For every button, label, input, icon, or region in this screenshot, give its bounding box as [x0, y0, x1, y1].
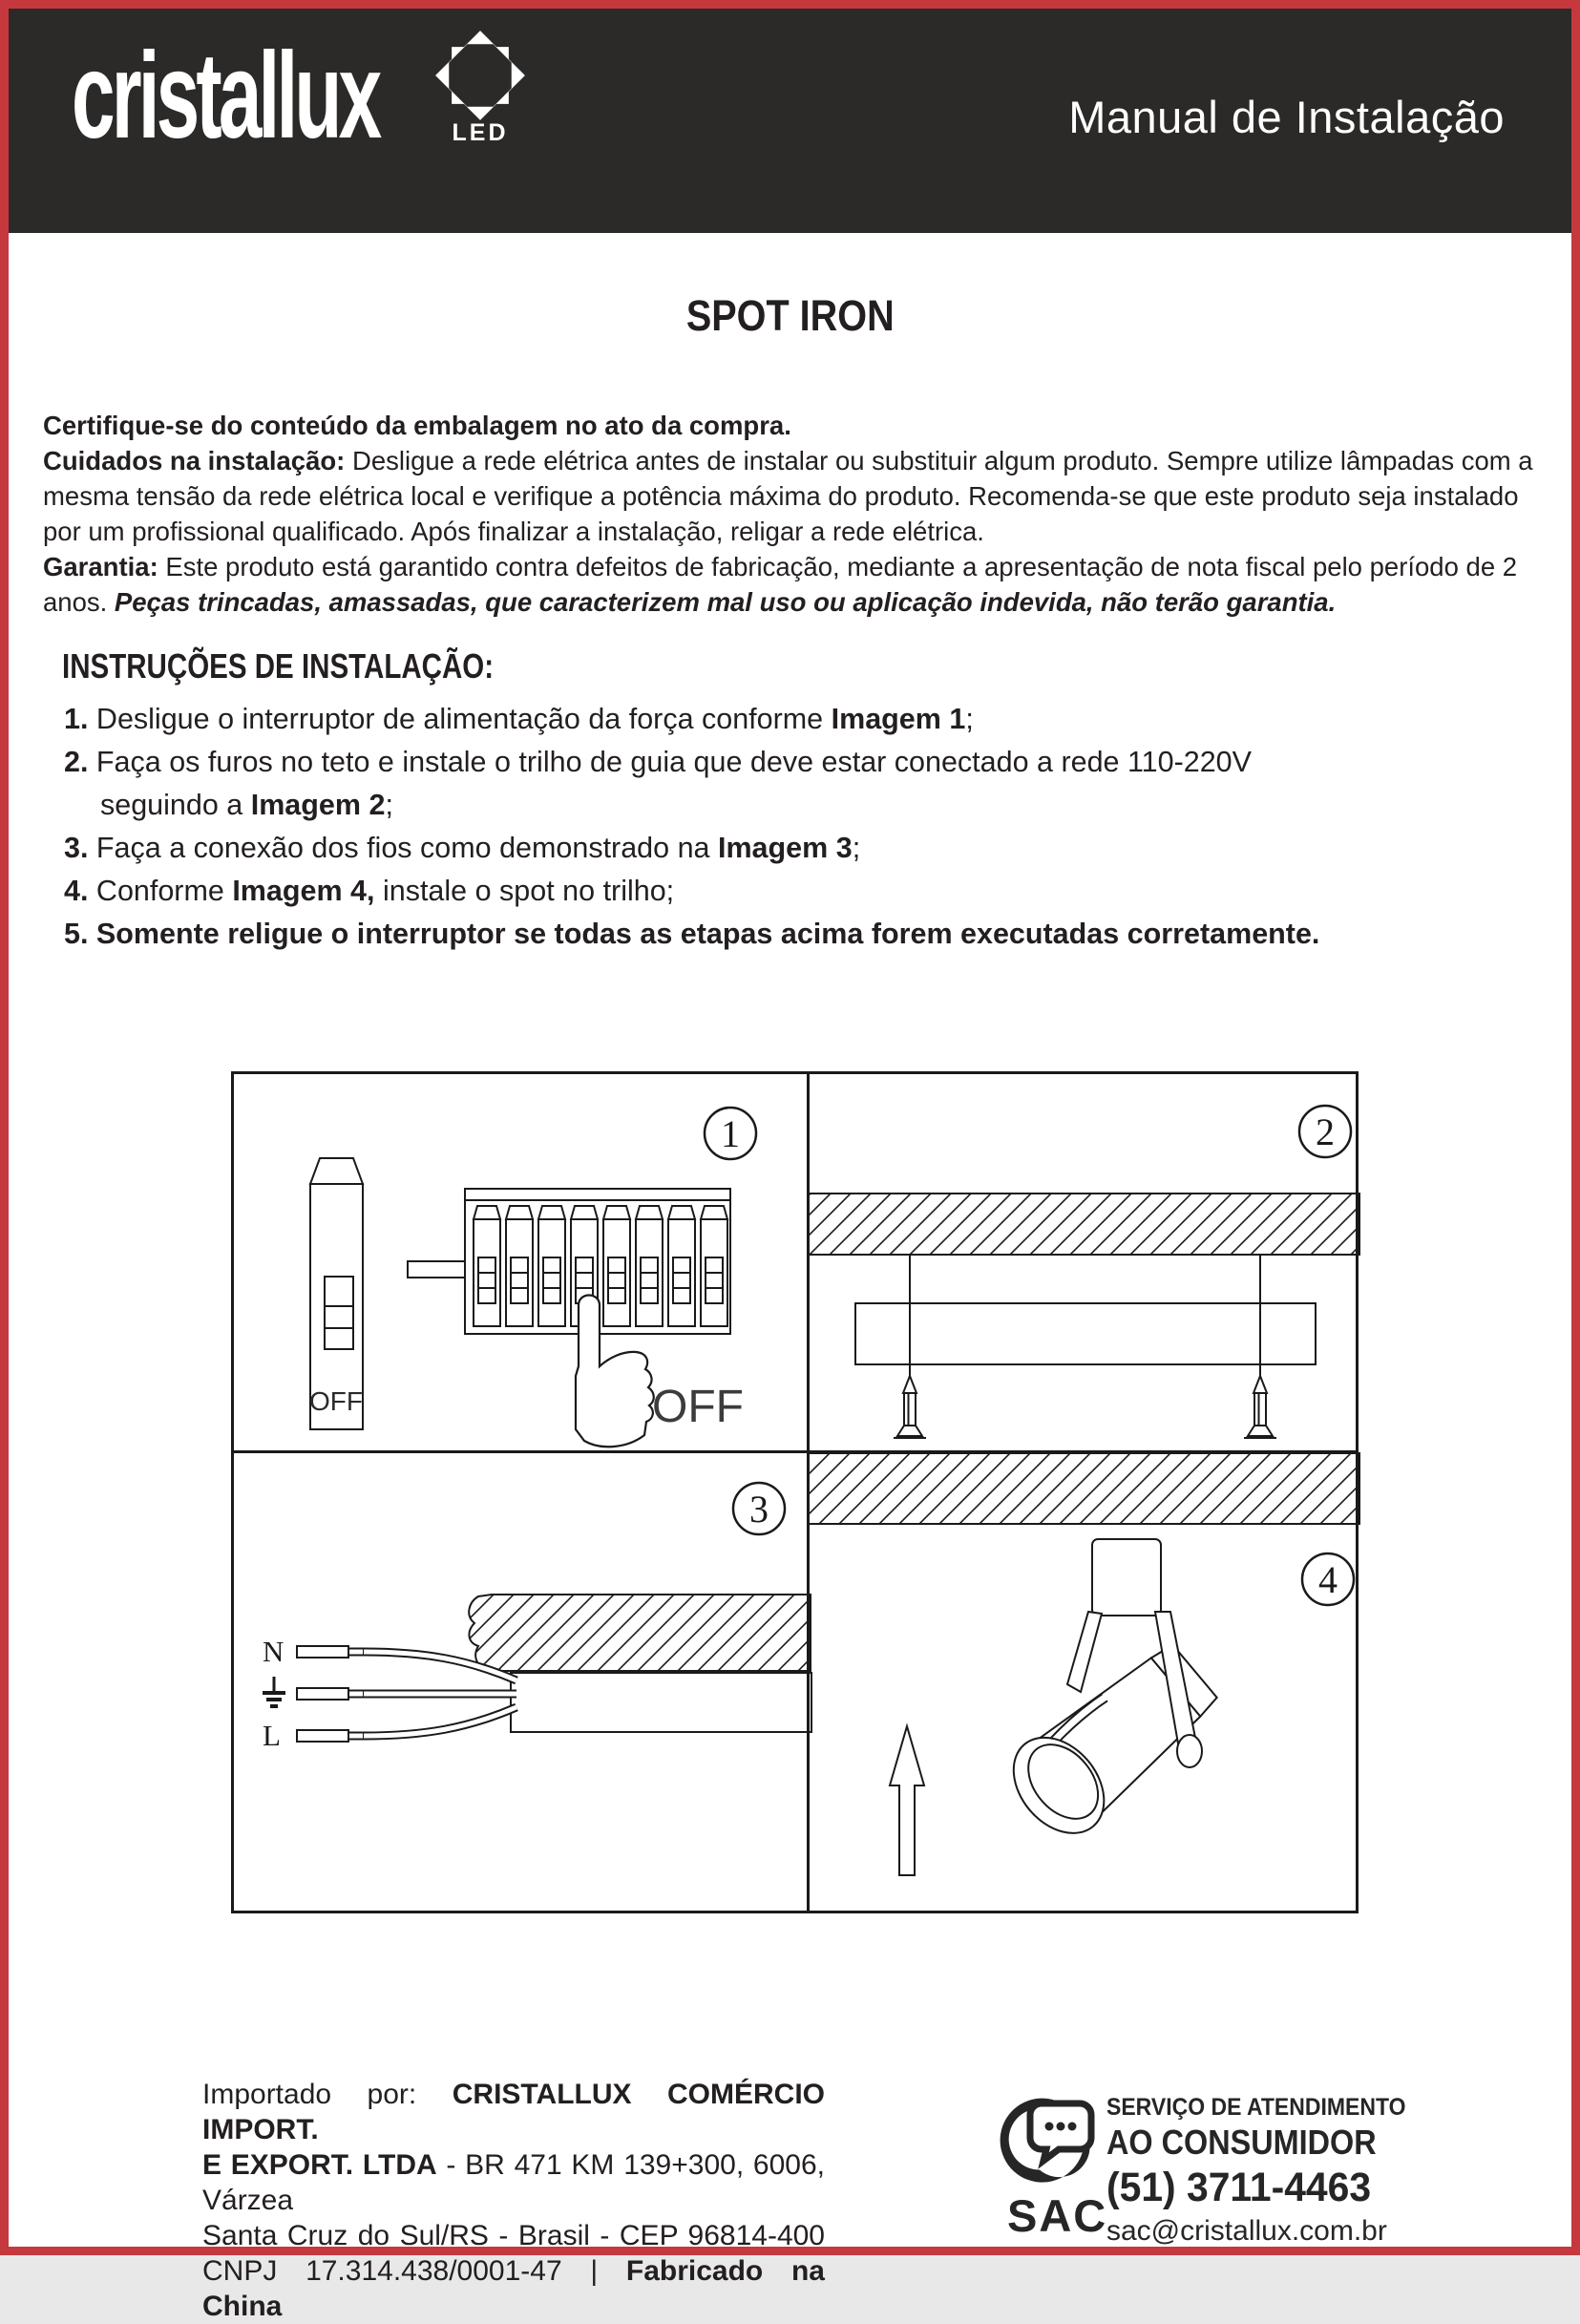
header-band [9, 9, 1571, 233]
panel-4-number: 4 [1318, 1558, 1338, 1601]
intro-care-paragraph [43, 443, 1547, 549]
screw-icon [894, 1376, 926, 1438]
importer-text: CNPJ 17.314.438/0001-47 | [202, 2255, 626, 2287]
off-big-label: OFF [652, 1382, 744, 1432]
diagram-panel-1-breaker-off [234, 1074, 807, 1450]
item-text: seguindo a [100, 789, 251, 821]
wire-terminal [297, 1730, 364, 1742]
spot-light-icon [995, 1539, 1229, 1850]
panel-2-number: 2 [1316, 1110, 1335, 1153]
line-label: L [263, 1719, 281, 1752]
sac-service-line1: SERVIÇO DE ATENDIMENTO [1106, 2094, 1406, 2121]
instruction-item-1 [64, 698, 1525, 741]
warranty-text: Este produto está garantido contra defeitos de fabricação, mediante a apresentação de nota fiscal pelo período de 2 anos. [43, 552, 1518, 617]
importer-line [202, 2218, 825, 2253]
track-rail [855, 1303, 1316, 1364]
care-text: Desligue a rede elétrica antes de instalar ou substituir algum produto. Sempre utilize lâmpadas com a mesma tensão da rede elétrica local e verifique a potência máxima do produto. Recomenda-se que este produto seja instalado por um profissional qualificado. Após finalizar a instalação, religar a rede elétrica. [43, 446, 1533, 546]
item-text: Somente religue o interruptor se todas as etapas acima forem executadas corretamente. [95, 918, 1320, 950]
item-text: ; [965, 703, 974, 735]
earth-ground-icon [263, 1677, 285, 1706]
item-ref: Imagem 2 [250, 789, 386, 821]
sac-email: sac@cristallux.com.br [1106, 2215, 1387, 2247]
item-text: Faça os furos no teto e instale o trilho de guia que deve estar conectado a rede 110-220V [95, 746, 1252, 778]
speech-bubble [1030, 2103, 1091, 2161]
brand-logo [434, 30, 526, 147]
intro-section [43, 408, 1547, 620]
wire-terminal [297, 1646, 364, 1658]
item-number: 3. [64, 832, 89, 864]
importer-company: CRISTALLUX COMÉRCIO IMPORT. [202, 2079, 825, 2145]
item-number: 1. [64, 703, 89, 735]
product-title [9, 291, 1571, 341]
item-text: Desligue o interruptor de alimentação da força conforme [95, 703, 832, 735]
warranty-label: Garantia: [43, 552, 158, 581]
intro-warranty-paragraph [43, 549, 1547, 620]
item-text: ; [852, 832, 861, 864]
importer-line [202, 2077, 825, 2147]
ceiling-hatch [808, 1194, 1359, 1255]
importer-text: Santa Cruz do Sul/RS - Brasil - CEP 96814-400 [202, 2220, 825, 2251]
breaker-strip-icon [408, 1189, 730, 1334]
track-rail [511, 1673, 811, 1732]
item-ref: Imagem 3 [717, 832, 853, 864]
sac-contact-info [1106, 2094, 1432, 2248]
instruction-item-3 [64, 827, 1525, 870]
item-text: Faça a conexão dos fios como demonstrado na [95, 832, 718, 864]
sac-label: SAC [1007, 2190, 1108, 2241]
care-label: Cuidados na instalação: [43, 446, 346, 475]
panel-3-number: 3 [749, 1488, 769, 1531]
instructions-heading: INSTRUÇÕES DE INSTALAÇÃO: [62, 646, 495, 686]
diagram-panel-3-wiring [234, 1453, 807, 1910]
item-text: instale o spot no trilho; [374, 875, 675, 907]
brand-wordmark: cristallux [72, 28, 379, 164]
brand-led-label: LED [452, 119, 509, 146]
importer-info [202, 2077, 825, 2324]
intro-check-line: Certifique-se do conteúdo da embalagem no ato da compra. [43, 411, 791, 440]
up-arrow-icon [890, 1726, 924, 1875]
importer-line [202, 2147, 825, 2218]
warranty-emphasis: Peças trincadas, amassadas, que caracterizem mal uso ou aplicação indevida, não terão garantia. [114, 587, 1337, 617]
single-breaker-icon [309, 1158, 363, 1429]
item-text: Conforme [95, 875, 233, 907]
screw-icon [1244, 1376, 1276, 1438]
sac-phone-number: (51) 3711-4463 [1106, 2165, 1372, 2210]
neutral-label: N [263, 1635, 284, 1668]
instructions-list [64, 698, 1525, 956]
item-text: ; [385, 789, 393, 821]
importer-company: E EXPORT. LTDA [202, 2149, 437, 2181]
panel-1-number: 1 [721, 1112, 740, 1155]
item-number: 2. [64, 746, 89, 778]
instruction-item-4 [64, 870, 1525, 913]
diagram-panel-2-track-mounting [810, 1074, 1356, 1450]
document-title: Manual de Instalação [1068, 92, 1505, 142]
made-in-label: Fabricado na China [202, 2255, 825, 2322]
breaker-off-label: OFF [309, 1386, 363, 1416]
importer-text: - BR 471 KM 139+300, 6006, Várzea [202, 2149, 825, 2216]
item-number: 4. [64, 875, 89, 907]
instruction-item-2 [64, 741, 1525, 827]
importer-text: Importado por: [202, 2079, 453, 2110]
importer-line [202, 2253, 825, 2324]
brand-star-icon [434, 30, 526, 121]
item-ref: Imagem 1 [831, 703, 966, 735]
ceiling-hatch [469, 1595, 811, 1671]
sac-service-line2: AO CONSUMIDOR [1106, 2123, 1377, 2162]
installation-diagram [231, 1071, 1359, 1913]
product-title-text: SPOT IRON [685, 291, 895, 340]
instruction-item-5 [64, 913, 1525, 956]
item-ref: Imagem 4, [232, 875, 375, 907]
diagram-panel-4-spot-install [810, 1453, 1356, 1910]
wire-terminal [297, 1688, 364, 1700]
ceiling-hatch [808, 1453, 1359, 1524]
sac-phone-icon [1005, 2096, 1097, 2191]
item-number: 5. [64, 918, 89, 950]
